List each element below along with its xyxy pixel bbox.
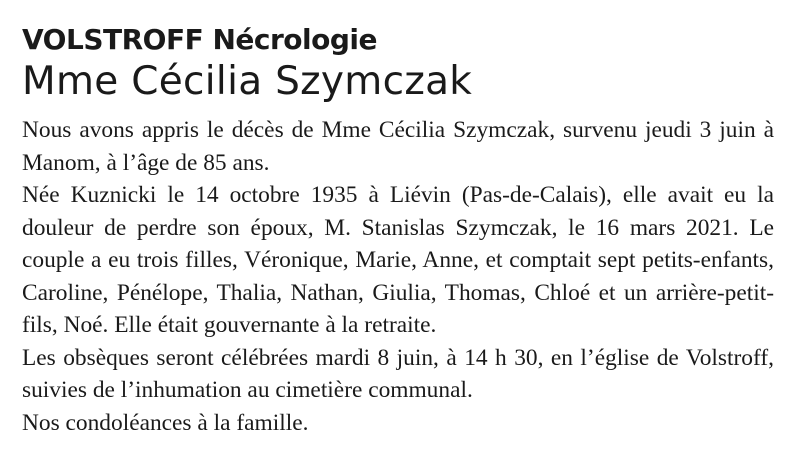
- paragraph-biography: Née Kuznicki le 14 octobre 1935 à Liévin (Pas-de-Calais), elle avait eu la douleur de perdre son époux, M. Stanislas Szymczak, le 16 mars 2021. Le couple a eu trois filles, Véronique, Marie, Anne, et comptait sept petits-enfants, Caroline, Pénélope, Thalia, Nathan, Giulia, Thomas, Chloé et un arrière-petit-fils, Noé. Elle était gouvernante à la retraite.: [22, 182, 774, 338]
- paragraph-announcement: Nous avons appris le décès de Mme Cécilia Szymczak, survenu jeudi 3 juin à Manom, à l’âge de 85 ans.: [22, 117, 774, 176]
- paragraph-funeral-details: Les obsèques seront célébrées mardi 8 juin, à 14 h 30, en l’église de Volstroff, suivies de l’inhumation au cimetière communal.: [22, 344, 774, 403]
- obituary-article: [22, 22, 782, 439]
- article-body: [22, 114, 774, 439]
- paragraph-condolences: Nos condoléances à la famille.: [22, 409, 309, 436]
- article-headline: Mme Cécilia Szymczak: [22, 59, 473, 104]
- section-kicker: VOLSTROFF Nécrologie: [22, 23, 377, 56]
